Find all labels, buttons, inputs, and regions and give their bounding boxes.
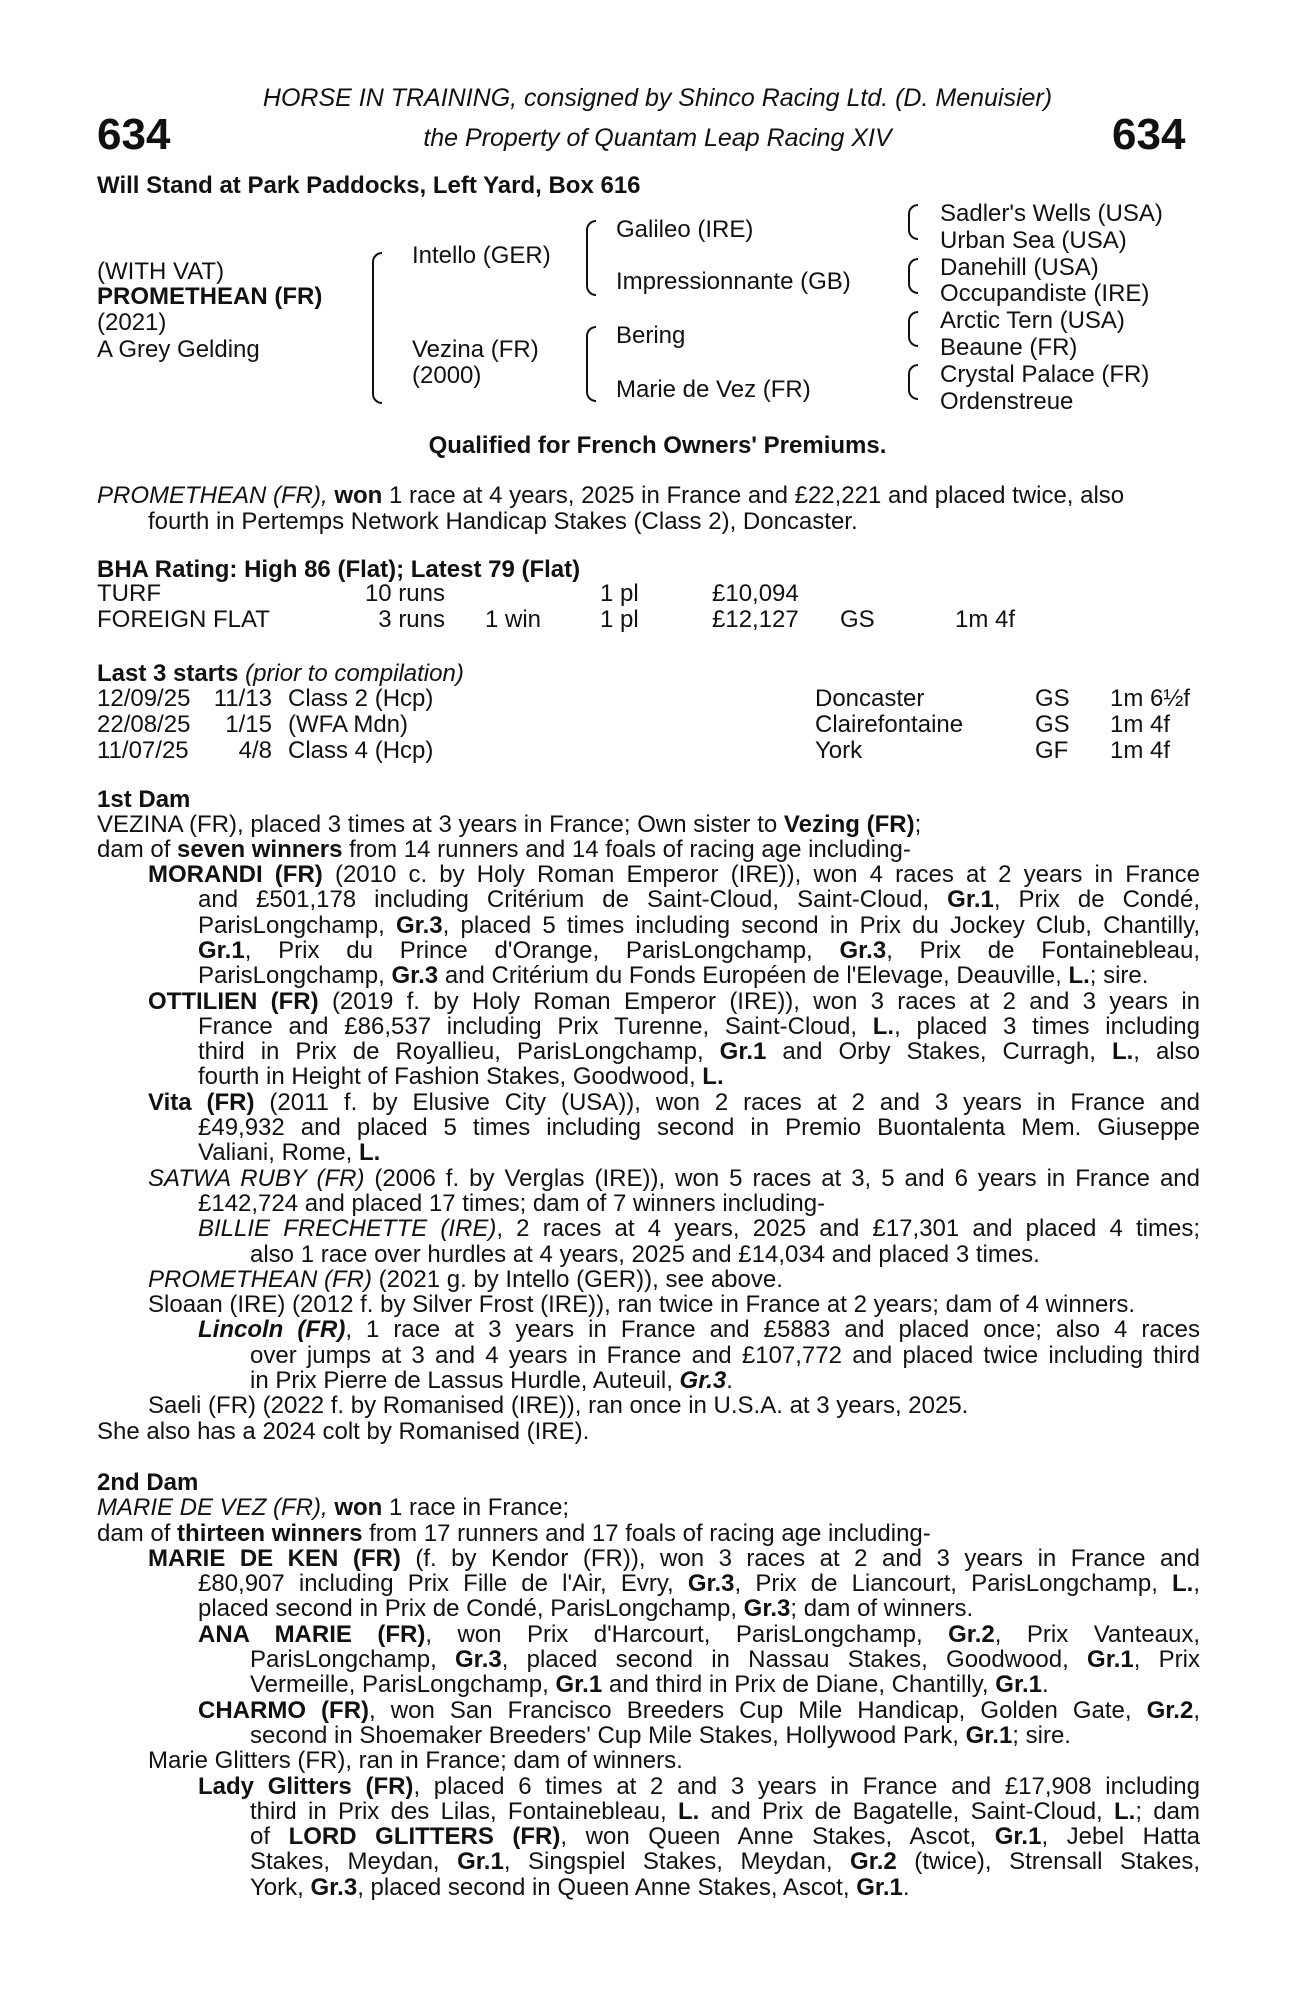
- dam-dam: Marie de Vez (FR): [616, 376, 811, 403]
- line-text: ; sire.: [1089, 962, 1149, 990]
- line-text: , Prix: [1133, 1646, 1200, 1673]
- line-text: ParisLongchamp,: [198, 911, 396, 939]
- line-text: ParisLongchamp,: [198, 962, 392, 990]
- last-starts-heading: Last 3 starts: [97, 660, 239, 687]
- start-pos: 1/15: [225, 711, 272, 738]
- horse-name: CHARMO (FR): [198, 1696, 370, 1724]
- rating-dist: 1m 4f: [955, 606, 1016, 633]
- produce-line: Saeli (FR) (2022 f. by Romanised (IRE)), ran once in U.S.A. at 3 years, 2025.: [148, 1392, 969, 1420]
- ancestor-4: Occupandiste (IRE): [940, 280, 1150, 307]
- horse-name: Lincoln (FR): [198, 1316, 346, 1344]
- horse-name: PROMETHEAN (FR): [148, 1265, 372, 1293]
- line-text: , Prix du Prince d'Orange, ParisLongchamp,: [244, 936, 840, 964]
- race-grade: Gr.1: [555, 1671, 603, 1699]
- produce-line: [148, 1089, 1200, 1117]
- lot-number-right: 634: [1112, 110, 1186, 159]
- start-race: (WFA Mdn): [288, 711, 409, 738]
- second-dam-name: MARIE DE VEZ (FR),: [97, 1494, 328, 1522]
- line-text: ; sire.: [1012, 1721, 1071, 1749]
- premiums-note: Qualified for French Owners' Premiums.: [428, 432, 887, 459]
- line-text: from 17 runners and 17 foals of racing age including-: [369, 1519, 931, 1547]
- produce-line: [250, 1823, 1200, 1851]
- first-dam-line-2: [97, 836, 911, 864]
- line-text: , Jebel Hatta: [1041, 1823, 1200, 1851]
- property-line: the Property of Quantam Leap Racing XIV: [423, 124, 892, 152]
- line-text: .: [1041, 1671, 1049, 1699]
- race-grade: Gr.3: [839, 936, 887, 964]
- dam-sire: Bering: [616, 322, 686, 349]
- produce-line: [198, 1215, 1200, 1243]
- race-grade: Gr.3: [391, 962, 439, 990]
- race-grade: L.: [358, 1139, 381, 1167]
- race-grade: Gr.3: [455, 1646, 502, 1673]
- own-sister: Vezing (FR): [783, 811, 915, 838]
- line-text: third in Prix des Lilas, Fontainebleau,: [250, 1797, 678, 1825]
- line-text: £49,932 and placed 5 times including second in Premio Buontalenta Mem. Giuseppe: [198, 1114, 1200, 1141]
- rating-label: TURF: [97, 580, 161, 607]
- line-text: over jumps at 3 and 4 years in France and £107,772 and placed twice including third: [250, 1341, 1200, 1369]
- start-date: 11/07/25: [97, 737, 189, 764]
- start-race: Class 2 (Hcp): [288, 685, 434, 712]
- line-text: , placed 3 times including: [894, 1012, 1200, 1040]
- line-text: (2010 c. by Holy Roman Emperor (IRE)), won 4 races at 2 years in France: [322, 861, 1200, 888]
- line-text: and £501,178 including Critérium de Saint-Cloud, Saint-Cloud,: [198, 886, 948, 914]
- race-grade: Gr.1: [457, 1848, 504, 1876]
- start-pos: 4/8: [238, 737, 272, 764]
- produce-line: [198, 1595, 973, 1623]
- line-text: France and £86,537 including Prix Turenne, Saint-Cloud,: [198, 1012, 873, 1040]
- first-dam-text: from 14 runners and 14 foals of racing age including-: [349, 836, 911, 863]
- vat-status: (WITH VAT): [97, 258, 225, 285]
- line-text: placed second in Prix de Condé, ParisLongchamp,: [198, 1595, 744, 1623]
- ancestor-1: Sadler's Wells (USA): [940, 200, 1163, 227]
- line-text: ; dam: [1135, 1797, 1200, 1825]
- line-text: £142,724 and placed 17 times; dam of 7 winners including-: [198, 1189, 826, 1217]
- sire-dam: Impressionnante (GB): [616, 268, 851, 295]
- rating-pl: 1 pl: [600, 606, 639, 633]
- line-text: ; dam of winners.: [790, 1595, 974, 1623]
- rating-prize: £12,127: [712, 606, 799, 633]
- line-text: Stakes, Meydan,: [250, 1848, 458, 1876]
- second-dam-won: won: [334, 1494, 383, 1522]
- consignor-line: HORSE IN TRAINING, consigned by Shinco Racing Ltd. (D. Menuisier): [262, 84, 1053, 112]
- line-text: (f. by Kendor (FR)), won 3 races at 2 and 3 years in France and: [400, 1544, 1200, 1572]
- produce-line: [148, 988, 1200, 1016]
- line-text: .: [726, 1367, 733, 1394]
- horse-name: OTTILIEN (FR): [148, 987, 319, 1015]
- line-text: and Prix de Bagatelle, Saint-Cloud,: [699, 1797, 1115, 1825]
- summary-won: won: [334, 482, 383, 509]
- line-text: , won Queen Anne Stakes, Ascot,: [560, 1823, 995, 1851]
- sire-sire: Galileo (IRE): [616, 216, 754, 243]
- race-grade: L.: [872, 1012, 895, 1040]
- horse-name: MARIE DE KEN (FR): [148, 1544, 401, 1572]
- race-grade: L.: [1068, 962, 1090, 990]
- line-text: of: [250, 1823, 289, 1851]
- pedigree-brace: [586, 220, 596, 296]
- race-grade: L.: [1114, 1797, 1136, 1825]
- start-course: Clairefontaine: [815, 711, 964, 738]
- rating-runs: 3 runs: [378, 606, 445, 633]
- first-dam-punct: ;: [914, 811, 922, 838]
- second-dam-line-2: [97, 1520, 931, 1548]
- produce-line: [250, 1646, 1200, 1674]
- ancestor-5: Arctic Tern (USA): [940, 307, 1125, 334]
- first-dam-title: 1st Dam: [97, 786, 191, 813]
- produce-line: [250, 1874, 910, 1902]
- horse-year: (2021): [97, 309, 167, 336]
- rating-pl: 1 pl: [600, 580, 639, 607]
- ancestor-3: Danehill (USA): [940, 254, 1099, 281]
- line-text: 1 race in France;: [389, 1494, 570, 1522]
- start-going: GF: [1035, 737, 1069, 764]
- produce-line: [198, 1063, 724, 1091]
- line-text: , 2 races at 4 years, 2025 and £17,301 and placed 4 times;: [496, 1215, 1200, 1243]
- line-text: and Orby Stakes, Curragh,: [766, 1038, 1112, 1066]
- start-pos: 11/13: [213, 685, 272, 712]
- produce-line: [148, 861, 1200, 889]
- race-grade: Gr.3: [679, 1367, 727, 1394]
- second-dam-line-1: [97, 1494, 569, 1522]
- line-text: ,: [1193, 1696, 1200, 1724]
- produce-line: [198, 886, 1200, 914]
- race-grade: L.: [1172, 1570, 1194, 1598]
- race-grade: L.: [678, 1797, 700, 1825]
- race-grade: Gr.3: [310, 1873, 358, 1901]
- produce-line: [198, 1570, 1200, 1598]
- horse-name: PROMETHEAN (FR): [97, 283, 323, 310]
- last-starts-title: [97, 660, 464, 688]
- produce-line: [250, 1722, 1071, 1750]
- horse-name: Vita (FR): [148, 1088, 255, 1116]
- pedigree-brace: [908, 311, 918, 347]
- ancestor-2: Urban Sea (USA): [940, 227, 1127, 254]
- first-dam-text: VEZINA (FR), placed 3 times at 3 years in France; Own sister to: [97, 811, 778, 838]
- rating-wins: 1 win: [485, 606, 542, 633]
- race-grade: Gr.3: [687, 1570, 735, 1598]
- line-text: and third in Prix de Diane, Chantilly,: [602, 1671, 996, 1699]
- first-dam-text: dam of: [97, 836, 171, 863]
- line-text: (2021 g. by Intello (GER)), see above.: [372, 1265, 783, 1293]
- start-course: Doncaster: [815, 685, 925, 712]
- start-dist: 1m 4f: [1110, 737, 1171, 764]
- race-grade: Gr.1: [856, 1873, 903, 1901]
- start-going: GS: [1035, 711, 1070, 738]
- pedigree-brace: [586, 326, 596, 402]
- line-text: , Prix de Condé,: [993, 886, 1200, 914]
- produce-line: [198, 1038, 1200, 1066]
- ancestor-6: Beaune (FR): [940, 334, 1078, 361]
- race-grade: Gr.1: [947, 886, 994, 914]
- horse-description: A Grey Gelding: [97, 336, 260, 363]
- produce-line: [198, 912, 1200, 940]
- produce-line: [198, 962, 1148, 990]
- horse-name: BILLIE FRECHETTE (IRE): [198, 1215, 497, 1243]
- line-text: , Prix Vanteaux,: [994, 1620, 1201, 1648]
- line-text: , 1 race at 3 years in France and £5883 and placed once; also 4 races: [345, 1316, 1201, 1344]
- start-race: Class 4 (Hcp): [288, 737, 434, 764]
- ancestor-7: Crystal Palace (FR): [940, 361, 1150, 388]
- start-date: 12/09/25: [97, 685, 191, 712]
- horse-name: SATWA RUBY (FR): [148, 1164, 365, 1192]
- line-text: and Critérium du Fonds Européen de l'Elevage, Deauville,: [438, 962, 1069, 990]
- line-text: fourth in Height of Fashion Stakes, Goodwood,: [198, 1063, 703, 1091]
- start-date: 22/08/25: [97, 711, 191, 738]
- line-text: also 1 race over hurdles at 4 years, 2025 and £14,034 and placed 3 times.: [250, 1240, 1040, 1268]
- rating-prize: £10,094: [712, 580, 799, 607]
- race-grade: L.: [1111, 1038, 1134, 1066]
- produce-line: [198, 1114, 1200, 1142]
- line-text: (2006 f. by Verglas (IRE)), won 5 races at 3, 5 and 6 years in France and: [364, 1164, 1200, 1192]
- produce-line: She also has a 2024 colt by Romanised (IRE).: [97, 1417, 590, 1445]
- location-line: Will Stand at Park Paddocks, Left Yard, Box 616: [97, 172, 641, 199]
- line-text: ParisLongchamp,: [250, 1646, 456, 1673]
- sire: Intello (GER): [412, 242, 551, 269]
- second-dam-title: 2nd Dam: [97, 1468, 199, 1496]
- race-grade: L.: [702, 1063, 724, 1091]
- produce-line: [198, 1139, 380, 1167]
- first-dam-line-1: [97, 811, 921, 839]
- line-text: (2011 f. by Elusive City (USA)), won 2 races at 2 and 3 years in France and: [254, 1088, 1200, 1116]
- ancestor-8: Ordenstreue: [940, 388, 1074, 415]
- rating-going: GS: [840, 606, 875, 633]
- start-going: GS: [1035, 685, 1070, 712]
- summary-line-2: fourth in Pertemps Network Handicap Stakes (Class 2), Doncaster.: [148, 508, 858, 535]
- produce-line: [198, 1621, 1200, 1649]
- produce-line: [198, 1013, 1200, 1041]
- line-text: , placed second in Nassau Stakes, Goodwood,: [501, 1646, 1088, 1673]
- line-text: in Prix Pierre de Lassus Hurdle, Auteuil,: [250, 1367, 680, 1394]
- line-text: , won Prix d'Harcourt, ParisLongchamp,: [425, 1620, 949, 1648]
- pedigree-brace: [908, 258, 918, 294]
- produce-line: [198, 1316, 1200, 1344]
- last-starts-note: (prior to compilation): [245, 660, 464, 687]
- race-grade: Gr.1: [995, 1671, 1042, 1699]
- line-text: .: [902, 1873, 910, 1901]
- summary-text: 1 race at 4 years, 2025 in France and £22,221 and placed twice, also: [389, 482, 1125, 509]
- race-grade: Gr.1: [719, 1038, 767, 1066]
- line-text: third in Prix de Royallieu, ParisLongchamp,: [198, 1038, 720, 1066]
- line-text: , won San Francisco Breeders Cup Mile Handicap, Golden Gate,: [369, 1696, 1147, 1724]
- produce-line: [250, 1241, 1040, 1269]
- race-grade: Gr.3: [395, 911, 443, 939]
- line-text: dam of: [97, 1519, 171, 1547]
- horse-name: Lady Glitters (FR): [198, 1772, 414, 1800]
- dam: Vezina (FR): [412, 336, 539, 363]
- produce-line: [148, 1266, 783, 1294]
- produce-line: [250, 1342, 1200, 1370]
- line-text: Vermeille, ParisLongchamp,: [250, 1671, 556, 1699]
- dam-year: (2000): [412, 362, 482, 389]
- line-text: , placed 6 times at 2 and 3 years in France and £17,908 including: [413, 1772, 1201, 1800]
- race-grade: Gr.1: [1087, 1646, 1134, 1673]
- race-grade: Gr.1: [994, 1823, 1042, 1851]
- produce-line: [250, 1798, 1200, 1826]
- line-text: ,: [1193, 1570, 1200, 1598]
- race-grade: Gr.2: [948, 1620, 995, 1648]
- winners-count: thirteen winners: [177, 1519, 363, 1547]
- line-text: Valiani, Rome,: [198, 1139, 359, 1167]
- race-grade: Gr.3: [743, 1595, 791, 1623]
- horse-name: MORANDI (FR): [148, 861, 323, 888]
- start-dist: 1m 4f: [1110, 711, 1171, 738]
- pedigree-brace: [908, 364, 918, 400]
- line-text: , Singspiel Stakes, Meydan,: [503, 1848, 851, 1876]
- horse-name: LORD GLITTERS (FR): [288, 1823, 561, 1851]
- rating-runs: 10 runs: [364, 580, 445, 607]
- line-text: , Prix de Liancourt, ParisLongchamp,: [734, 1570, 1172, 1598]
- line-text: , Prix de Fontainebleau,: [886, 936, 1200, 964]
- bha-rating-title: BHA Rating: High 86 (Flat); Latest 79 (Flat): [97, 556, 581, 583]
- pedigree-brace: [908, 204, 918, 240]
- line-text: (2019 f. by Holy Roman Emperor (IRE)), won 3 races at 2 and 3 years in: [318, 987, 1201, 1015]
- rating-label: FOREIGN FLAT: [97, 606, 270, 633]
- line-text: , placed 5 times including second in Prix du Jockey Club, Chantilly,: [442, 911, 1200, 939]
- line-text: second in Shoemaker Breeders' Cup Mile Stakes, Hollywood Park,: [250, 1721, 966, 1749]
- produce-line: [148, 1165, 1200, 1193]
- winners-count: seven winners: [177, 836, 343, 863]
- start-dist: 1m 6½f: [1110, 685, 1191, 712]
- race-grade: Gr.1: [198, 936, 245, 964]
- produce-line: [250, 1848, 1200, 1876]
- produce-line: [250, 1671, 1049, 1699]
- produce-line: [198, 1773, 1200, 1801]
- produce-line: [198, 937, 1200, 965]
- pedigree-brace: [372, 252, 382, 404]
- race-grade: Gr.1: [965, 1721, 1013, 1749]
- race-grade: Gr.2: [1146, 1696, 1194, 1724]
- produce-line: [250, 1367, 733, 1395]
- line-text: , also: [1133, 1038, 1200, 1066]
- start-course: York: [815, 737, 863, 764]
- produce-line: [198, 1190, 825, 1218]
- race-grade: Gr.2: [850, 1848, 897, 1876]
- summary-horse-name: PROMETHEAN (FR),: [97, 482, 328, 509]
- produce-line: Sloaan (IRE) (2012 f. by Silver Frost (IRE)), ran twice in France at 2 years; dam of 4 winners.: [148, 1291, 1136, 1319]
- line-text: £80,907 including Prix Fille de l'Air, Evry,: [198, 1570, 688, 1598]
- lot-number-left: 634: [97, 110, 171, 159]
- produce-line: Marie Glitters (FR), ran in France; dam of winners.: [148, 1747, 683, 1775]
- line-text: York,: [250, 1873, 311, 1901]
- produce-line: [148, 1545, 1200, 1573]
- produce-line: [198, 1697, 1200, 1725]
- horse-name: ANA MARIE (FR): [198, 1620, 426, 1648]
- summary-line-1: [97, 482, 1124, 510]
- line-text: , placed second in Queen Anne Stakes, Ascot,: [357, 1873, 857, 1901]
- line-text: (twice), Strensall Stakes,: [896, 1848, 1201, 1876]
